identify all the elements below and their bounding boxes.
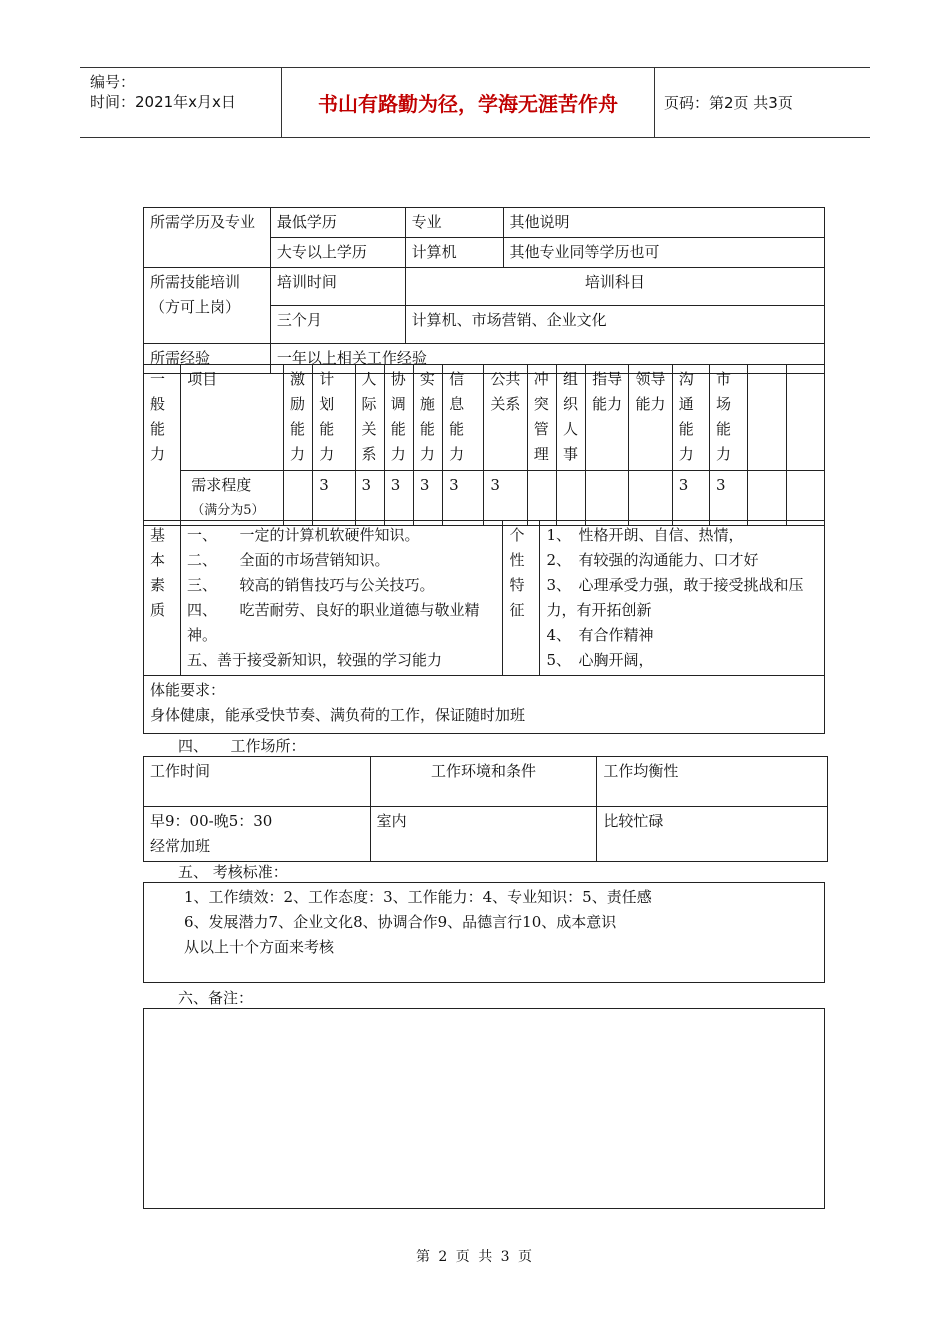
train-time-header: 培训时间 [270,268,405,306]
physical-cell [144,676,825,734]
ability-cell [786,365,824,471]
header-left [90,72,236,112]
work-time-header: 工作时间 [144,757,371,807]
assessment-line: 6、发展潜力7、企业文化8、协调合作9、品德言行10、成本意识 [184,913,617,931]
remarks-table [143,1008,825,1209]
major-header: 专业 [405,208,503,238]
demand-label-cell [181,471,284,526]
demand-cell [556,471,585,526]
page-header [80,67,870,138]
ability-cell: 实施能力 [413,365,442,471]
ability-cell: 市场能力 [710,365,748,471]
train-subject: 计算机、市场营销、企业文化 [405,306,824,344]
demand-cell [527,471,556,526]
basic-item: 三、 较高的销售技巧与公关技巧。 [186,576,435,594]
train-time: 三个月 [270,306,405,344]
basic-label: 基本素质 [144,521,181,676]
personal-list [540,521,825,676]
demand-cell: 3 [443,471,484,526]
personal-label: 个性特征 [503,521,540,676]
item-label: 项目 [181,365,284,471]
other-header: 其他说明 [503,208,825,238]
ability-cell: 协调能力 [384,365,413,471]
work-time: 早9：00-晚5：30 [150,812,273,830]
motto: 书山有路勤为径，学海无涯苦作舟 [281,68,655,137]
work-env: 室内 [370,807,597,862]
exp-label: 所需经验 [144,344,271,374]
basic-item: 一、 一定的计算机软硬件知识。 [186,526,420,544]
qualities-table [143,520,825,734]
section-4-title: 四、 工作场所： [178,737,306,755]
demand-label: 需求程度 [191,476,252,494]
work-time-cell [144,807,371,862]
number-label: 编号： [90,73,136,91]
demand-cell [284,471,313,526]
personal-item: 5、 心胸开阔， [546,651,654,669]
personal-item: 2、 有较强的沟通能力、口才好 [546,551,759,569]
assessment-cell [144,883,825,983]
ability-table [143,364,825,526]
demand-cell [586,471,629,526]
other: 其他专业同等学历也可 [503,238,825,268]
ability-cell: 激励能力 [284,365,313,471]
basic-list [180,521,503,676]
page-footer: 第 2 页 共 3 页 [415,1249,535,1265]
ability-cell: 组织人事 [556,365,585,471]
personal-item: 3、 心理承受力强，敢于接受挑战和压力，有开拓创新 [546,576,804,619]
demand-note: （满分为5） [191,503,265,518]
work-env-header: 工作环境和条件 [370,757,597,807]
train-subject-header: 培训科目 [405,268,824,306]
skill-label: 所需技能培训（方可上岗） [144,268,271,344]
remarks-box [144,1009,825,1209]
personal-item: 4、 有合作精神 [546,626,654,644]
ability-cell: 沟通能力 [672,365,709,471]
assessment-line: 1、工作绩效：2、工作态度：3、工作能力：4、专业知识：5、责任感 [184,888,652,906]
phys-label: 体能要求： [150,681,226,699]
demand-cell [748,471,786,526]
demand-cell: 3 [710,471,748,526]
date-label: 时间：2021年x月x日 [90,93,236,111]
overtime: 经常加班 [150,837,211,855]
basic-item: 四、 吃苦耐劳、良好的职业道德与敬业精神。 [186,601,480,644]
ability-cell: 公共关系 [484,365,527,471]
ability-cell: 信息能力 [443,365,484,471]
major: 计算机 [405,238,503,268]
ability-label: 一般能力 [144,365,181,526]
work-balance-header: 工作均衡性 [597,757,828,807]
assessment-table [143,882,825,983]
min-edu-header: 最低学历 [270,208,405,238]
work-balance: 比较忙碌 [597,807,828,862]
demand-cell [786,471,824,526]
ability-cell [748,365,786,471]
demand-cell [629,471,672,526]
ability-cell: 人际关系 [355,365,384,471]
section-5-title: 五、 考核标准： [178,863,288,881]
demand-cell: 3 [384,471,413,526]
exp: 一年以上相关工作经验 [270,344,824,374]
assessment-line: 从以上十个方面来考核 [184,938,335,956]
basic-item: 二、 全面的市场营销知识。 [186,551,390,569]
section-6-title: 六、备注： [178,989,254,1007]
demand-cell: 3 [413,471,442,526]
ability-cell: 计划能力 [313,365,355,471]
edu-label: 所需学历及专业 [144,208,271,268]
ability-cell: 指导能力 [586,365,629,471]
demand-cell: 3 [484,471,527,526]
requirements-table [143,207,825,374]
workplace-table [143,756,828,862]
ability-cell: 领导能力 [629,365,672,471]
personal-item: 1、 性格开朗、自信、热情， [546,526,744,544]
demand-cell: 3 [672,471,709,526]
demand-cell: 3 [355,471,384,526]
page-label: 页码：第2页 共3页 [664,94,793,112]
min-edu: 大专以上学历 [270,238,405,268]
ability-cell: 冲突管理 [527,365,556,471]
phys: 身体健康，能承受快节奏、满负荷的工作，保证随时加班 [150,706,526,724]
demand-cell: 3 [313,471,355,526]
basic-item: 五、善于接受新知识，较强的学习能力 [186,651,442,669]
